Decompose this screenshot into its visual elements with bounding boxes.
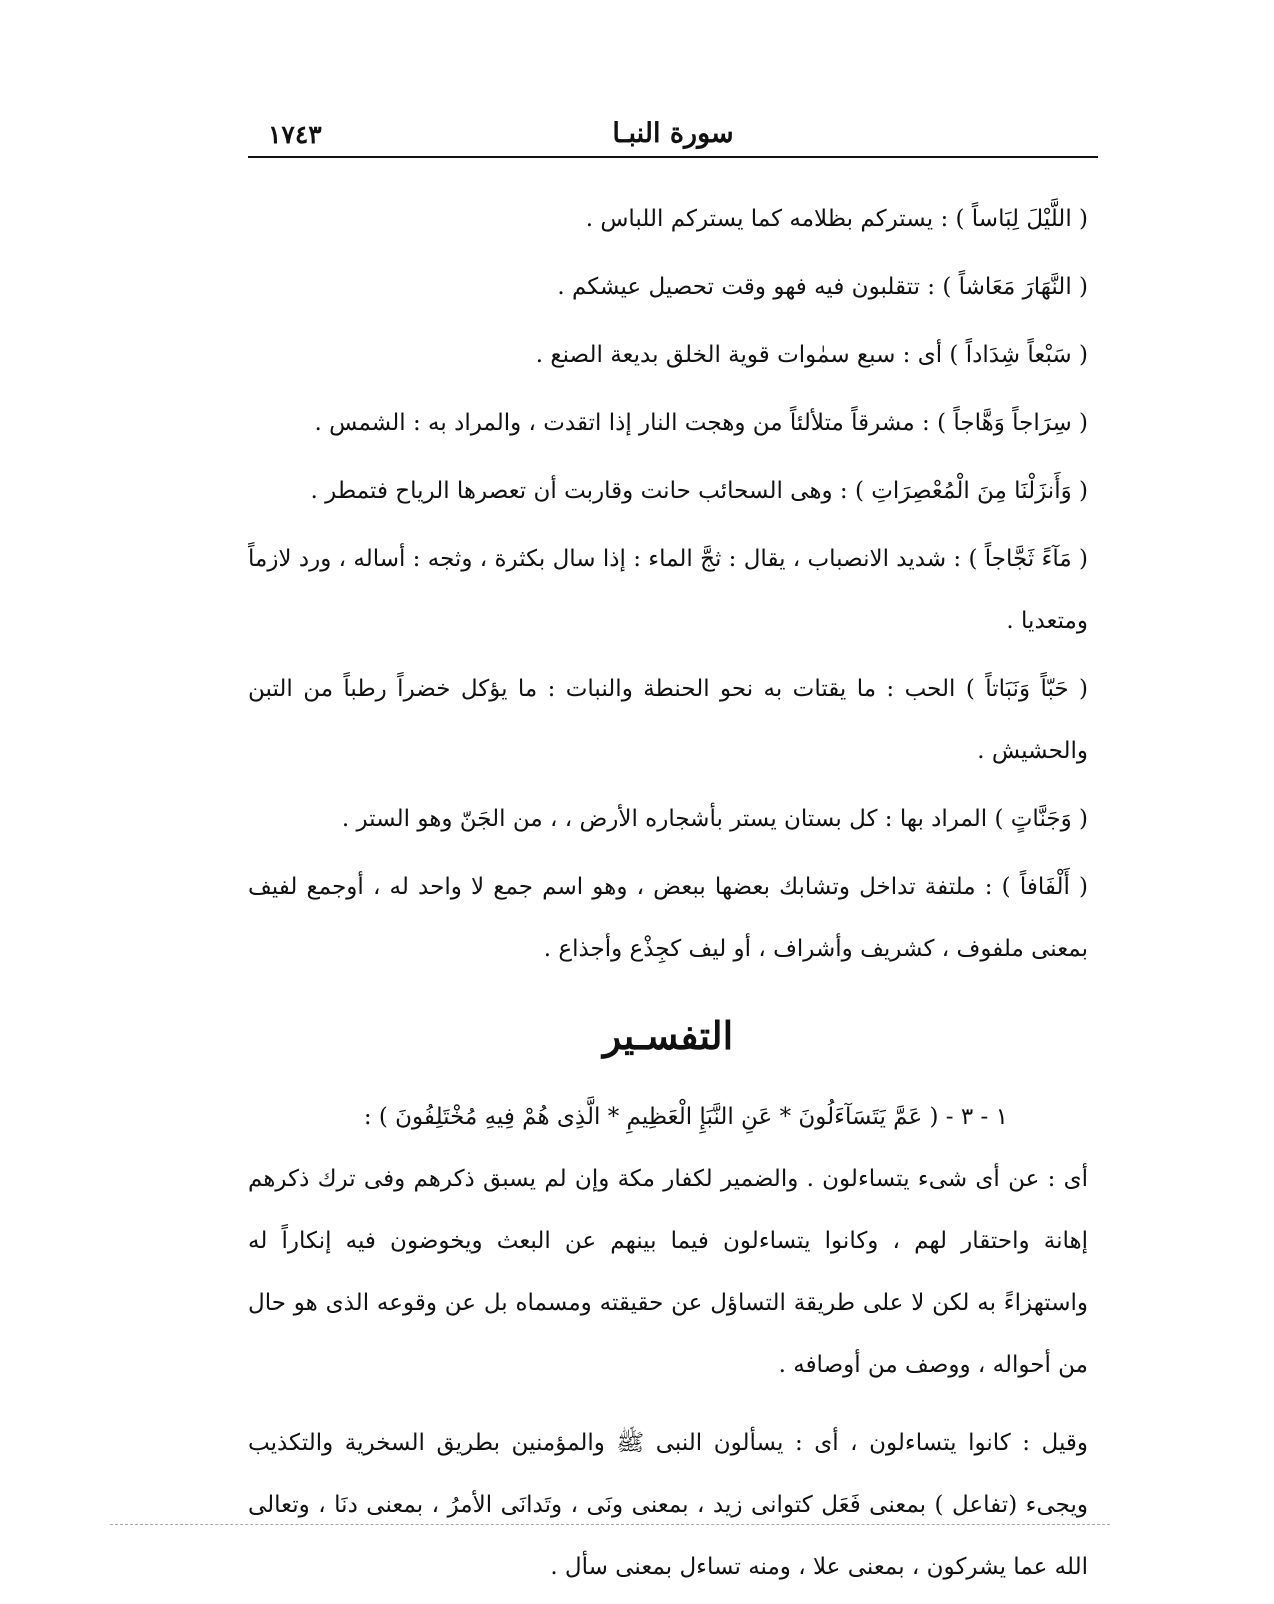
section-title: التفسـير <box>602 1013 734 1058</box>
gloss-entry: ( سَبْعاً شِدَاداً ) أى : سبع سمٰوات قوية الخلق بديعة الصنع . <box>535 342 1088 368</box>
gloss-entry: ( وَأَنزَلْنَا مِنَ الْمُعْصِرَاتِ ) : وهى السحائب حانت وقاربت أن تعصرها الرياح فتمطر . <box>310 478 1088 504</box>
commentary-paragraph: وقيل : كانوا يتساءلون ، أى : يسألون النبى ﷺ والمؤمنين بطريق السخرية والتكذيب ويجىء (تفاعل ) بمعنى فَعَل كتوانى زيد ، بمعنى ونَى ، وتَدانَى الأمرُ ، بمعنى دنَا ، وتعالى الله عما يشركون ، بمعنى علا ، ومنه تساءل بمعنى سأل . <box>248 1430 1088 1580</box>
page-header <box>248 118 1098 156</box>
page-number: ١٧٤٣ <box>268 120 322 149</box>
gloss-entry: ( حَبّاً وَنَبَاتاً ) الحب : ما يقتات به نحو الحنطة والنبات : ما يؤكل خضراً رطباً من التبن والحشيش . <box>248 676 1088 764</box>
footer-scan-line <box>110 1524 1110 1525</box>
gloss-entry: ( وَجَنَّاتٍ ) المراد بها : كل بستان يستر بأشجاره الأرض ، ، من الجَنّ وهو الستر . <box>341 806 1088 832</box>
verse-heading: ١ - ٣ - ( عَمَّ يَتَسَآءَلُونَ * عَنِ النَّبَإِ الْعَظِيمِ * الَّذِى هُمْ فِيهِ مُخْتَلِفُونَ ) : <box>363 1104 1008 1130</box>
page-body <box>248 188 1088 1604</box>
gloss-entry: ( سِرَاجاً وَهَّاجاً ) : مشرقاً متلألئاً من وهجت النار إذا اتقدت ، والمراد به : الشمس . <box>314 410 1088 436</box>
paragraph-gap <box>248 1402 1088 1412</box>
gloss-entry: ( مَآءً ثَجَّاجاً ) : شديد الانصباب ، يقال : ثجَّ الماء : إذا سال بكثرة ، وثجه : أساله ، ورد لازماً ومتعديا . <box>248 546 1088 634</box>
header-rule <box>248 156 1098 158</box>
gloss-entry: ( اللَّيْلَ لِبَاساً ) : يستركم بظلامه كما يستركم اللباس . <box>585 206 1088 232</box>
gloss-entry: ( النَّهَارَ مَعَاشاً ) : تتقلبون فيه فهو وقت تحصيل عيشكم . <box>557 274 1088 300</box>
surah-title: سورة النبـا <box>612 118 734 149</box>
gloss-entry: ( أَلْفَافاً ) : ملتفة تداخل وتشابك بعضها ببعض ، وهو اسم جمع لا واحد له ، أوجمع لفيف بمعنى ملفوف ، كشريف وأشراف ، أو ليف كجِذْع وأجذاع . <box>248 874 1088 962</box>
commentary-paragraph: أى : عن أى شىء يتساءلون . والضمير لكفار مكة وإن لم يسبق ذكرهم وفى ترك ذكرهم إهانة واحتقار لهم ، وكانوا يتساءلون فيما بينهم عن البعث ويخوضون فيه إنكاراً له واستهزاءً به لكن لا على طريقة التساؤل عن حقيقته ومسماه بل عن وقوعه الذى هو حال من أحواله ، ووصف من أوصافه . <box>248 1166 1088 1378</box>
